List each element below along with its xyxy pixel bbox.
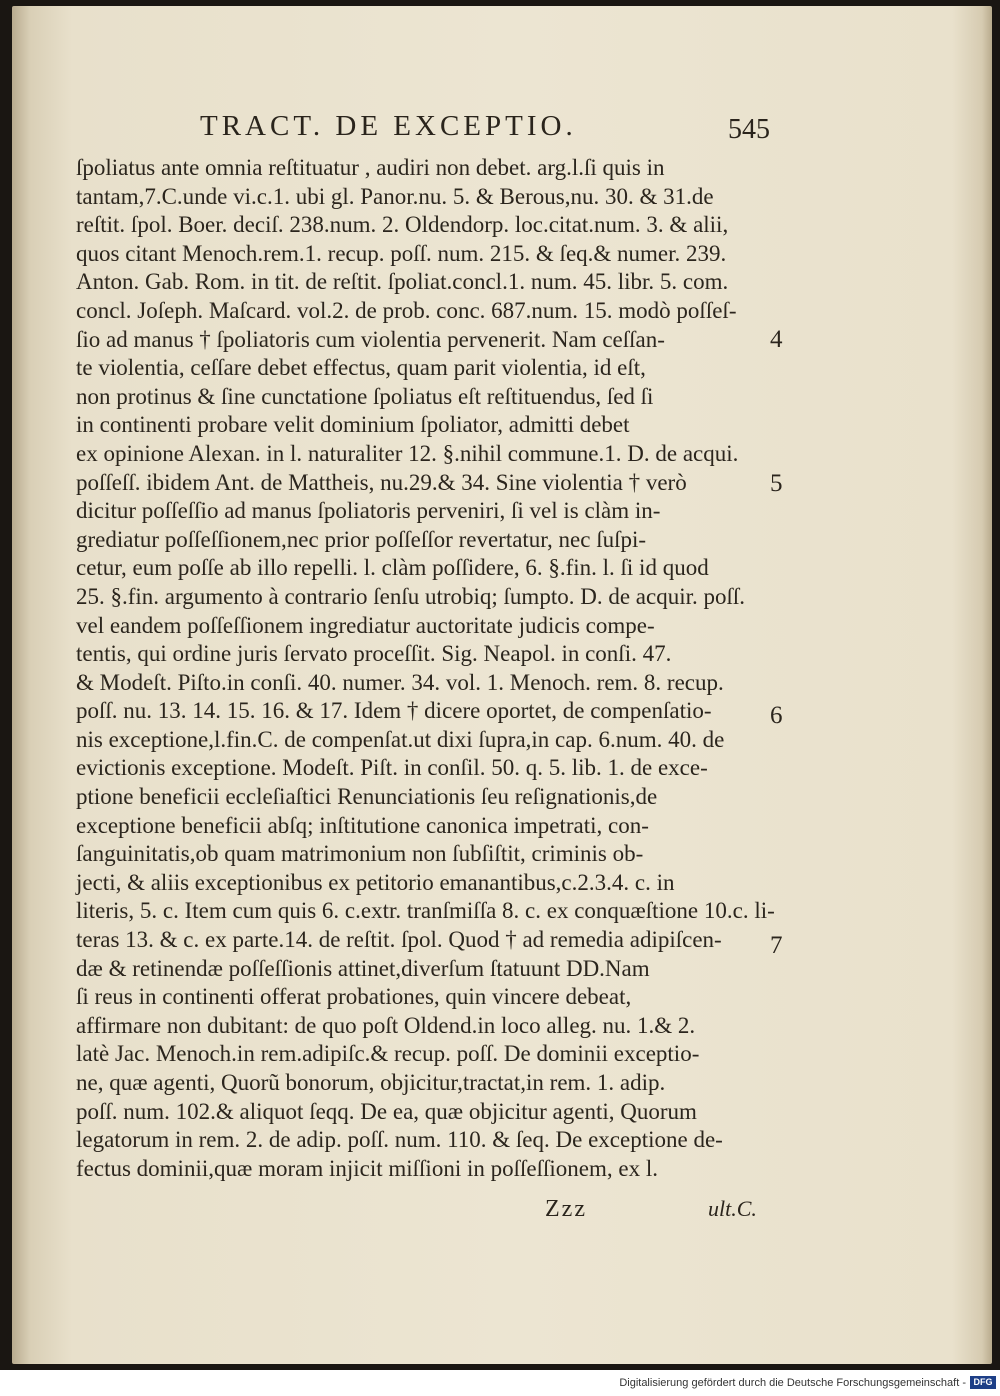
running-head: TRACT. DE EXCEPTIO. <box>200 110 577 142</box>
text-line: ſpoliatus ante omnia reſtituatur , audiri non debet. arg.l.ſi quis in <box>76 155 665 180</box>
text-line: concl. Joſeph. Maſcard. vol.2. de prob. conc. 687.num. 15. modò poſſeſ- <box>76 297 737 323</box>
text-line: in continenti probare velit dominium ſpoliator, admitti debet <box>76 412 630 438</box>
text-line: tentis, qui ordine juris ſervato proceſſit. Sig. Neapol. in conſi. 47. <box>76 641 672 667</box>
body-text <box>76 154 776 1183</box>
page-number: 545 <box>728 114 770 145</box>
margin-number: 5 <box>770 470 783 497</box>
text-line: teras 13. & c. ex parte.14. de reſtit. ſpol. Quod † ad remedia adipiſcen- <box>76 927 722 953</box>
text-line: vel eandem poſſeſſionem ingrediatur auctoritate judicis compe- <box>76 612 655 638</box>
text-line: quos citant Menoch.rem.1. recup. poſſ. num. 215. & ſeq.& numer. 239. <box>76 240 727 266</box>
dfg-logo-icon: DFG <box>970 1376 996 1389</box>
text-line: latè Jac. Menoch.in rem.adipiſc.& recup. poſſ. De dominii exceptio- <box>76 1041 700 1067</box>
digitization-credit: Digitalisierung gefördert durch die Deutsche Forschungsgemeinschaft - <box>619 1377 966 1389</box>
text-line: dicitur poſſeſſio ad manus ſpoliatoris perveniri, ſi vel is clàm in- <box>76 498 661 524</box>
text-line: fectus dominii,quæ moram injicit miſſioni in poſſeſſionem, ex l. <box>76 1155 658 1181</box>
text-line: ſio ad manus † ſpoliatoris cum violentia pervenerit. Nam ceſſan- <box>76 326 665 352</box>
text-line: cetur, eum poſſe ab illo repelli. l. clàm poſſidere, 6. §.fin. l. ſi id quod <box>76 555 709 581</box>
margin-number: 6 <box>770 702 783 729</box>
page-header <box>200 110 780 154</box>
text-line: reſtit. ſpol. Boer. deciſ. 238.num. 2. Oldendorp. loc.citat.num. 3. & alii, <box>76 212 729 238</box>
text-line: literis, 5. c. Item cum quis 6. c.extr. tranſmiſſa 8. c. ex conquæſtione 10.c. li- <box>76 898 775 924</box>
margin-number: 7 <box>770 932 783 959</box>
text-line: poſſ. num. 102.& aliquot ſeqq. De ea, quæ objicitur agenti, Quorum <box>76 1098 697 1124</box>
text-line: legatorum in rem. 2. de adip. poſſ. num. 110. & ſeq. De exceptione de- <box>76 1127 723 1153</box>
text-line: & Modeſt. Piſto.in conſi. 40. numer. 34. vol. 1. Menoch. rem. 8. recup. <box>76 669 724 695</box>
signature-mark: Zzz <box>545 1196 587 1222</box>
text-line: 25. §.fin. argumento à contrario ſenſu utrobiq; ſumpto. D. de acquir. poſſ. <box>76 583 745 609</box>
text-line: grediatur poſſeſſionem,nec prior poſſeſſor revertatur, nec ſuſpi- <box>76 526 647 552</box>
text-line: te violentia, ceſſare debet effectus, quam parit violentia, id eſt, <box>76 355 646 381</box>
text-line: ſanguinitatis,ob quam matrimonium non ſubſiſtit, criminis ob- <box>76 841 644 867</box>
text-line: non protinus & ſine cunctatione ſpoliatus eſt reſtituendus, ſed ſi <box>76 383 654 409</box>
footer-bar <box>0 1370 1000 1396</box>
text-line: exceptione beneficii abſq; inſtitutione canonica impetrati, con- <box>76 812 649 838</box>
text-line: ſi reus in continenti offerat probationes, quin vincere debeat, <box>76 984 632 1010</box>
text-line: ex opinione Alexan. in l. naturaliter 12. §.nihil commune.1. D. de acqui. <box>76 440 739 466</box>
text-line: nis exceptione,l.fin.C. de compenſat.ut dixi ſupra,in cap. 6.num. 40. de <box>76 726 725 752</box>
text-line: dæ & retinendæ poſſeſſionis attinet,diverſum ſtatuunt DD.Nam <box>76 955 650 981</box>
text-line: poſſeſſ. ibidem Ant. de Mattheis, nu.29.& 34. Sine violentia † verò <box>76 469 687 495</box>
text-line: jecti, & aliis exceptionibus ex petitorio emanantibus,c.2.3.4. c. in <box>76 869 675 895</box>
catchword: ult.C. <box>708 1196 757 1221</box>
text-line: tantam,7.C.unde vi.c.1. ubi gl. Panor.nu. 5. & Berous,nu. 30. & 31.de <box>76 183 714 209</box>
text-line: affirmare non dubitant: de quo poſt Oldend.in loco alleg. nu. 1.& 2. <box>76 1012 696 1038</box>
text-line: ne, quæ agenti, Quorũ bonorum, objicitur,tractat,in rem. 1. adip. <box>76 1070 666 1095</box>
text-line: poſſ. nu. 13. 14. 15. 16. & 17. Idem † dicere oportet, de compenſatio- <box>76 698 712 724</box>
text-line: ptione beneficii eccleſiaſtici Renunciationis ſeu reſignationis,de <box>76 784 658 810</box>
text-line: evictionis exceptione. Modeſt. Piſt. in conſil. 50. q. 5. lib. 1. de exce- <box>76 755 708 781</box>
text-line: Anton. Gab. Rom. in tit. de reſtit. ſpoliat.concl.1. num. 45. libr. 5. com. <box>76 269 729 295</box>
margin-number: 4 <box>770 326 783 353</box>
